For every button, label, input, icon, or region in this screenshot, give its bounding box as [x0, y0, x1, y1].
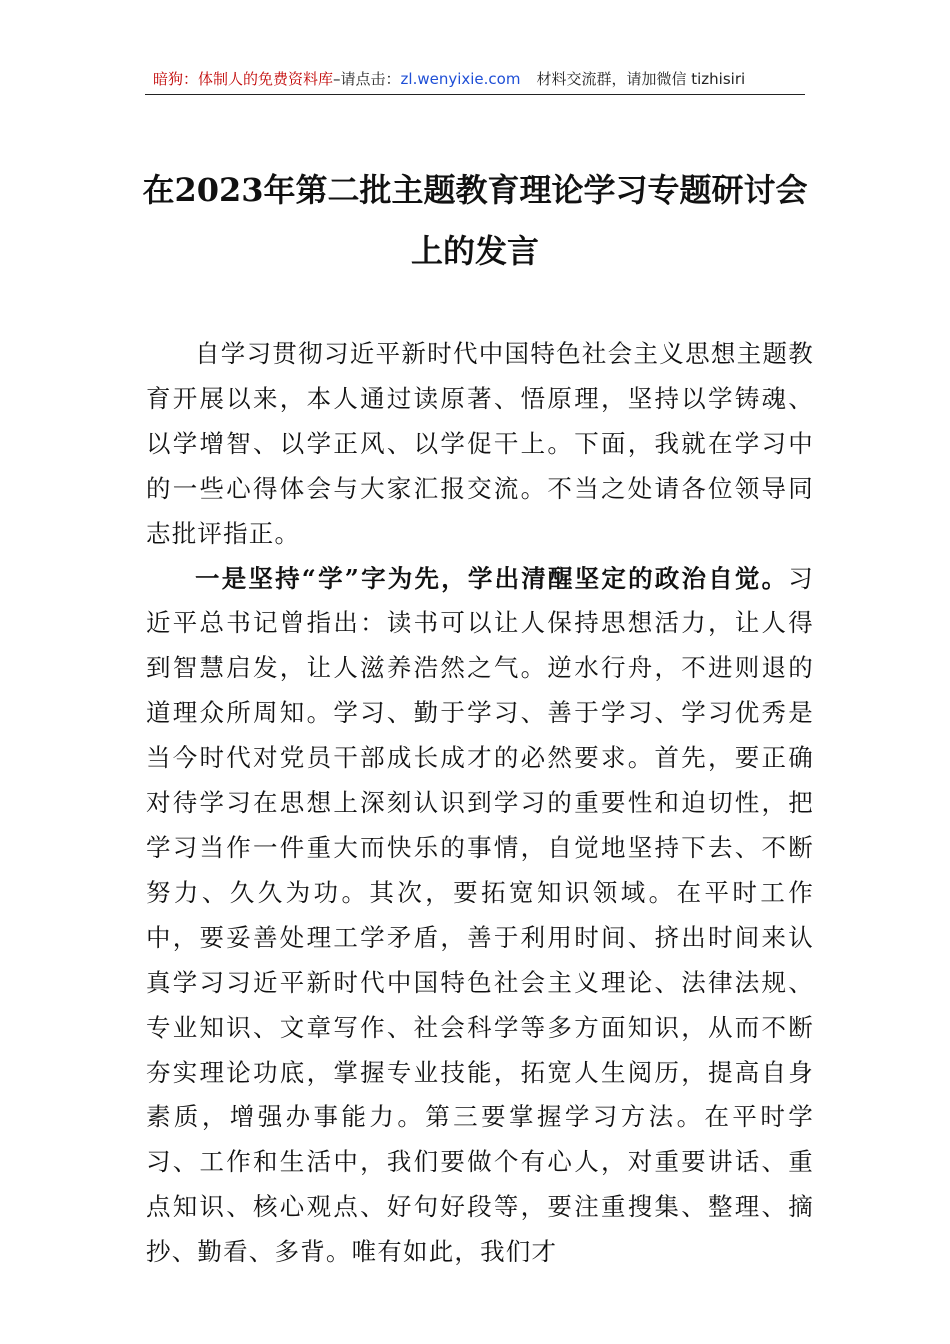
document-title: 在2023年第二批主题教育理论学习专题研讨会上的发言 [142, 171, 808, 270]
paragraph-lead: 一是坚持“学”字为先，学出清醒坚定的政治自觉。 [195, 563, 789, 593]
paragraph-point-one [146, 557, 814, 1276]
header-prompt: –请点击： [333, 70, 401, 88]
paragraph-text: 习近平总书记曾指出：读书可以让人保持思想活力，让人得到智慧启发，让人滋养浩然之气。逆水行舟，不进则退的道理众所周知。学习、勤于学习、善于学习、学习优秀是当今时代对党员干部成长成才的必然要求。首先，要正确对待学习在思想上深刻认识到学习的重要性和迫切性，把学习当作一件重大而快乐的事情，自觉地坚持下去、不断努力、久久为功。其次，要拓宽知识领域。在平时工作中，要妥善处理工学矛盾，善于利用时间、挤出时间来认真学习习近平新时代中国特色社会主义理论、法律法规、专业知识、文章写作、社会科学等多方面知识，从而不断夯实理论功底，掌握专业技能，拓宽人生阅历，提高自身素质，增强办事能力。第三要掌握学习方法。在平时学习、工作和生活中，我们要做个有心人，对重要讲话、重点知识、核心观点、好句好段等，要注重搜集、整理、摘抄、勤看、多背。唯有如此，我们才 [146, 563, 814, 1267]
page-header [145, 64, 805, 95]
header-url-link[interactable]: zl.wenyixie.com [400, 70, 521, 88]
paragraph-text: 自学习贯彻习近平新时代中国特色社会主义思想主题教育开展以来，本人通过读原著、悟原理，坚持以学铸魂、以学增智、以学正风、以学促干上。下面，我就在学习中的一些心得体会与大家汇报交流。不当之处请各位领导同志批评指正。 [146, 339, 814, 548]
header-wechat-group: 材料交流群，请加微信 tizhisiri [536, 70, 746, 88]
paragraph-intro [146, 332, 814, 557]
header-brand: 暗狗：体制人的免费资料库 [153, 70, 334, 88]
document-body [146, 332, 814, 1275]
